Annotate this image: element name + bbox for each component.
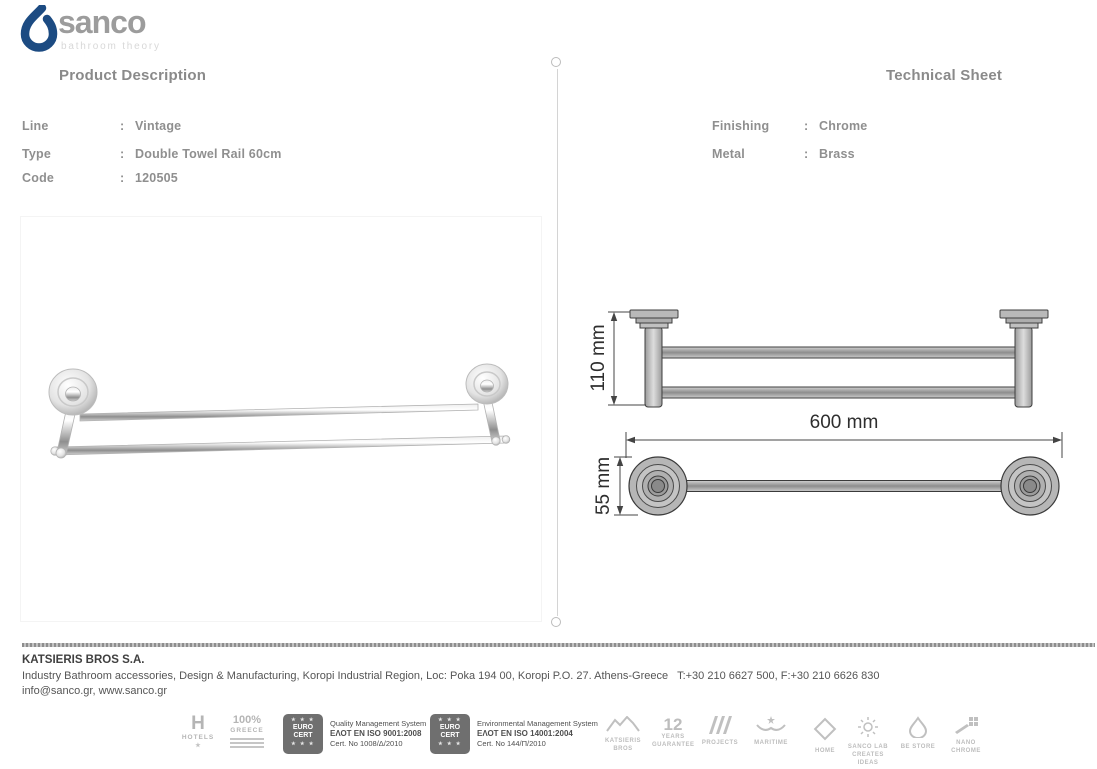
divider-endpoint-bottom-icon: [551, 617, 561, 627]
drop-icon: [905, 716, 931, 738]
cert-projects: [698, 716, 742, 747]
field-line-colon: :: [120, 119, 125, 133]
iso9001-line3: Cert. No 1008/Δ/2010: [330, 739, 403, 749]
sanco-drop-icon: [20, 5, 58, 52]
center-divider: [557, 69, 558, 616]
hotels-label: HOTELS: [181, 734, 215, 741]
field-line-label: Line: [22, 119, 49, 133]
eurocert-stars-top: ★ ★ ★: [291, 717, 315, 723]
iso9001-line2: ΕΛΟΤ EN ISO 9001:2008: [330, 728, 422, 738]
nano-line2: CHROME: [951, 748, 981, 755]
field-metal-colon: :: [804, 147, 809, 161]
eurocert-cert-label: CERT: [293, 732, 313, 740]
nano-particles-icon: [951, 716, 981, 734]
eurocert-stars-top: ★ ★ ★: [438, 717, 462, 723]
field-code-colon: :: [120, 171, 125, 185]
field-code: [22, 171, 178, 185]
field-type-colon: :: [120, 147, 125, 161]
cert-hotels: [174, 714, 222, 749]
field-finishing-colon: :: [804, 119, 809, 133]
footer-address: Industry Bathroom accessories, Design & Manufacturing, Koropi Industrial Region, Loc: Poka 194 00, Koropi P.O. 27. Athens-Greece T:+30 210 6627 500, F:+30 210 6626 830: [22, 670, 880, 682]
12-years-number: 12: [663, 715, 683, 734]
cert-katsieris-bros: [595, 716, 651, 753]
field-finishing-value: Chrome: [819, 119, 868, 133]
hotels-icon: H: [191, 713, 205, 734]
home-label: HOME: [815, 748, 835, 754]
bird-icon: [754, 716, 788, 734]
cert-nano-chrome: [942, 716, 990, 755]
brand-tagline: bathroom theory: [61, 41, 161, 52]
cert-be-store: [898, 716, 938, 751]
field-line: [22, 119, 181, 133]
field-type: [22, 147, 282, 161]
field-line-value: Vintage: [135, 119, 182, 133]
height-dimension-label: 110 mm: [588, 324, 609, 392]
eurocert-euro-label: EURO: [292, 724, 314, 731]
mountains-icon: [606, 716, 640, 732]
be-store-label: BE STORE: [900, 744, 936, 750]
greece-label: GREECE: [230, 727, 264, 735]
cert-12-years: [652, 716, 694, 749]
projects-label: PROJECTS: [701, 740, 739, 746]
iso9001-line1: Quality Management System: [330, 719, 427, 729]
cert-iso14001: [430, 714, 598, 754]
iso14001-text: [477, 719, 598, 749]
hotels-star-icon: ★: [195, 742, 201, 749]
field-finishing-label: Finishing: [712, 119, 770, 133]
eurocert-badge-icon: [283, 714, 323, 754]
12-years-line2: GUARANTEE: [652, 742, 695, 749]
eurocert-euro-label: EURO: [439, 724, 461, 731]
length-dimension-label: 600 mm: [809, 412, 879, 433]
greece-flag-icon: [230, 738, 264, 750]
field-metal: [712, 147, 855, 161]
technical-sheet-title: Technical Sheet: [886, 67, 1003, 84]
slashes-icon: [705, 716, 735, 734]
katsieris-line1: KATSIERIS: [604, 738, 642, 744]
iso14001-line1: Environmental Management System: [477, 719, 598, 729]
12-years-line1: YEARS: [661, 734, 685, 740]
depth-dimension-label: 55 mm: [593, 456, 614, 516]
divider-endpoint-top-icon: [551, 57, 561, 67]
eurocert-cert-label: CERT: [440, 732, 460, 740]
field-finishing: [712, 119, 867, 133]
iso14001-line2: ΕΛΟΤ EN ISO 14001:2004: [477, 728, 573, 738]
eurocert-stars-bottom: ★ ★ ★: [438, 740, 462, 747]
greece-100-label: 100%: [232, 714, 262, 726]
field-code-value: 120505: [135, 171, 178, 185]
field-type-value: Double Towel Rail 60cm: [135, 147, 282, 161]
nano-line1: NANO: [956, 740, 976, 746]
field-metal-value: Brass: [819, 147, 855, 161]
cert-maritime: [744, 716, 798, 747]
field-code-label: Code: [22, 171, 55, 185]
iso9001-text: [330, 719, 426, 749]
sanco-lab-line2: CREATES IDEAS: [852, 752, 884, 767]
footer-company-name: KATSIERIS BROS S.A.: [22, 654, 145, 666]
field-type-label: Type: [22, 147, 52, 161]
sanco-lab-line1: SANCO LAB: [847, 744, 889, 750]
technical-drawing-image: [586, 300, 1091, 528]
iso14001-line3: Cert. No 144/Π/2010: [477, 739, 546, 749]
katsieris-line2: BROS: [613, 746, 633, 753]
footer-divider: [22, 643, 1095, 647]
maritime-label: MARITIME: [754, 740, 788, 746]
field-metal-label: Metal: [712, 147, 745, 161]
eurocert-stars-bottom: ★ ★ ★: [291, 740, 315, 747]
product-render-image: [30, 362, 530, 472]
footer-contacts: info@sanco.gr, www.sanco.gr: [22, 685, 168, 697]
cert-sanco-lab: [843, 716, 893, 767]
diamond-icon: [811, 716, 839, 742]
product-description-title: Product Description: [59, 67, 207, 84]
brand-wordmark: sanco: [58, 4, 146, 40]
sun-icon: [853, 716, 883, 738]
cert-100-greece: [221, 714, 273, 750]
eurocert-badge-icon: [430, 714, 470, 754]
cert-home: [806, 716, 844, 755]
cert-iso9001: [283, 714, 426, 754]
